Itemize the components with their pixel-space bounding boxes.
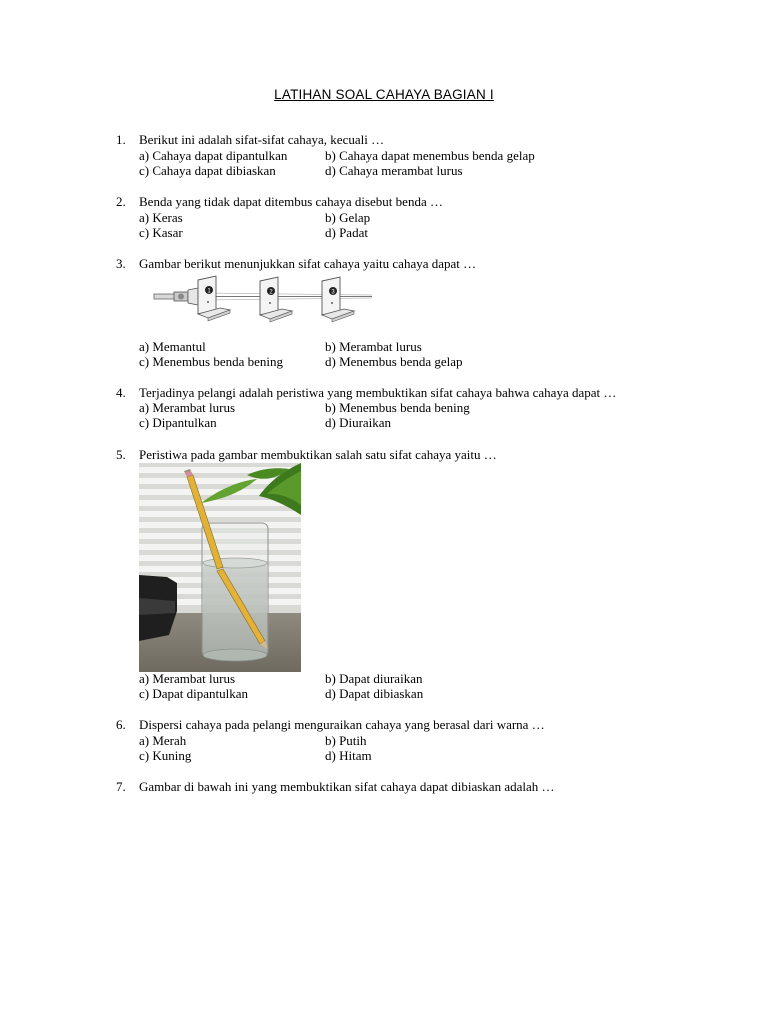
option-a: a) Merambat lurus <box>139 671 236 686</box>
option-b: b) Putih <box>325 733 367 748</box>
option-b: b) Dapat diuraikan <box>325 671 423 686</box>
question-text: Peristiwa pada gambar membuktikan salah satu sifat cahaya yaitu … <box>139 447 497 462</box>
question-number: 6. <box>116 717 126 732</box>
flashlight-icon <box>154 288 198 305</box>
page-title: LATIHAN SOAL CAHAYA BAGIAN I <box>274 87 494 102</box>
question-number: 7. <box>116 779 126 794</box>
question-text: Gambar berikut menunjukkan sifat cahaya yaitu cahaya dapat … <box>139 256 477 271</box>
question-number: 3. <box>116 256 126 271</box>
option-d: d) Menembus benda gelap <box>325 354 463 369</box>
option-b: b) Merambat lurus <box>325 339 422 354</box>
option-b: b) Cahaya dapat menembus benda gelap <box>325 148 535 163</box>
option-c: c) Cahaya dapat dibiaskan <box>139 163 276 178</box>
option-c: c) Dapat dipantulkan <box>139 686 249 701</box>
card-label: 2 <box>269 289 273 296</box>
card-1 <box>198 276 230 321</box>
question-text: Berikut ini adalah sifat-sifat cahaya, kecuali … <box>139 132 385 147</box>
question-text: Terjadinya pelangi adalah peristiwa yang membuktikan sifat cahaya bahwa cahaya dapat … <box>139 385 617 400</box>
option-c: c) Kasar <box>139 225 183 240</box>
option-c: c) Kuning <box>139 748 192 763</box>
option-d: d) Diuraikan <box>325 415 392 430</box>
option-d: d) Cahaya merambat lurus <box>325 163 463 178</box>
option-a: a) Keras <box>139 210 183 225</box>
option-b: b) Menembus benda bening <box>325 400 470 415</box>
card-3 <box>322 277 354 322</box>
option-a: a) Memantul <box>139 339 206 354</box>
option-a: a) Cahaya dapat dipantulkan <box>139 148 288 163</box>
card-label: 3 <box>331 289 335 296</box>
option-d: d) Dapat dibiaskan <box>325 686 424 701</box>
question-number: 1. <box>116 132 126 147</box>
question-text: Benda yang tidak dapat ditembus cahaya disebut benda … <box>139 194 443 209</box>
option-a: a) Merah <box>139 733 187 748</box>
question-number: 2. <box>116 194 126 209</box>
option-b: b) Gelap <box>325 210 371 225</box>
option-c: c) Dipantulkan <box>139 415 217 430</box>
option-c: c) Menembus benda bening <box>139 354 284 369</box>
card-2 <box>260 277 292 322</box>
question-number: 4. <box>116 385 126 400</box>
card-label: 1 <box>207 288 211 295</box>
option-a: a) Merambat lurus <box>139 400 236 415</box>
question-text: Dispersi cahaya pada pelangi menguraikan cahaya yang berasal dari warna … <box>139 717 545 732</box>
light-through-cards-figure <box>150 274 380 330</box>
option-d: d) Padat <box>325 225 368 240</box>
question-text: Gambar di bawah ini yang membuktikan sifat cahaya dapat dibiaskan adalah … <box>139 779 555 794</box>
pencil-in-water-photo <box>139 463 301 672</box>
option-d: d) Hitam <box>325 748 372 763</box>
question-number: 5. <box>116 447 126 462</box>
